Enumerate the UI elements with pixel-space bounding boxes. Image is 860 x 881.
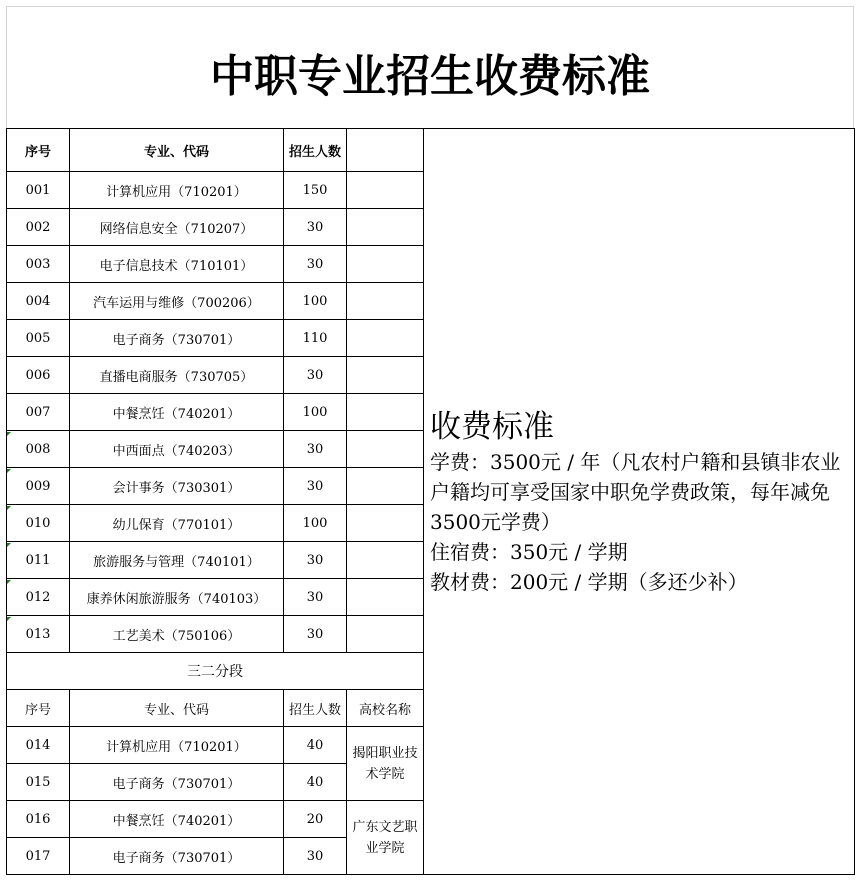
cell-comment-marker: [7, 469, 11, 473]
row-blank: [347, 616, 424, 653]
row-count: 40: [284, 764, 347, 801]
cell-comment-marker: [7, 543, 11, 547]
row-seq: 012: [7, 579, 70, 616]
row-seq: 005: [7, 320, 70, 357]
row-blank: [347, 505, 424, 542]
row-seq: 016: [7, 801, 70, 838]
row-major: 汽车运用与维修（700206）: [70, 283, 284, 320]
row-major: 康养休闲旅游服务（740103）: [70, 579, 284, 616]
row-blank: [347, 579, 424, 616]
header-seq: 序号: [7, 129, 70, 172]
college-name: 揭阳职业技术学院: [347, 727, 424, 801]
row-count: 30: [284, 616, 347, 653]
row-seq: 017: [7, 838, 70, 875]
page-title: 中职专业招生收费标准: [210, 51, 650, 102]
row-count: 40: [284, 727, 347, 764]
row-blank: [347, 283, 424, 320]
row-major: 工艺美术（750106）: [70, 616, 284, 653]
row-major: 旅游服务与管理（740101）: [70, 542, 284, 579]
row-seq: 007: [7, 394, 70, 431]
cell-comment-marker: [7, 506, 11, 510]
row-major: 中餐烹饪（740201）: [70, 394, 284, 431]
row-seq: 010: [7, 505, 70, 542]
row-count: 30: [284, 431, 347, 468]
row-seq: 009: [7, 468, 70, 505]
row-count: 100: [284, 394, 347, 431]
fees-heading: 收费标准: [430, 408, 554, 445]
header-major: 专业、代码: [70, 129, 284, 172]
row-major: 计算机应用（710201）: [70, 727, 284, 764]
row-seq: 008: [7, 431, 70, 468]
header-blank: [347, 129, 424, 172]
cell-comment-marker: [7, 580, 11, 584]
row-count: 30: [284, 468, 347, 505]
row-blank: [347, 394, 424, 431]
row-seq: 013: [7, 616, 70, 653]
row-blank: [347, 468, 424, 505]
fees-textbook: 教材费：200元 / 学期（多还少补）: [430, 569, 748, 594]
cell-comment-marker: [7, 617, 11, 621]
row-blank: [347, 209, 424, 246]
table-header-row: [7, 129, 855, 172]
fees-tuition: 学费：3500元 / 年（凡农村户籍和县镇非农业户籍均可享受国家中职免学费政策，每年减免3500元学费）: [430, 449, 841, 534]
row-count: 30: [284, 357, 347, 394]
row-count: 30: [284, 209, 347, 246]
row-major: 会计事务（730301）: [70, 468, 284, 505]
row-seq: 006: [7, 357, 70, 394]
title-band: [6, 6, 854, 128]
row-major: 计算机应用（710201）: [70, 172, 284, 209]
row-blank: [347, 357, 424, 394]
row-count: 20: [284, 801, 347, 838]
cell-comment-marker: [7, 432, 11, 436]
row-count: 30: [284, 542, 347, 579]
row-seq: 015: [7, 764, 70, 801]
row-major: 电子信息技术（710101）: [70, 246, 284, 283]
row-count: 110: [284, 320, 347, 357]
row-count: 30: [284, 246, 347, 283]
row-blank: [347, 542, 424, 579]
row-major: 电子商务（730701）: [70, 838, 284, 875]
row-count: 30: [284, 838, 347, 875]
row-seq: 004: [7, 283, 70, 320]
header2-college: 高校名称: [347, 690, 424, 727]
row-count: 150: [284, 172, 347, 209]
row-seq: 002: [7, 209, 70, 246]
header2-count: 招生人数: [284, 690, 347, 727]
row-seq: 003: [7, 246, 70, 283]
row-major: 电子商务（730701）: [70, 764, 284, 801]
row-count: 100: [284, 505, 347, 542]
row-seq: 001: [7, 172, 70, 209]
row-blank: [347, 172, 424, 209]
section-title: 三二分段: [7, 653, 424, 690]
row-major: 直播电商服务（730705）: [70, 357, 284, 394]
row-blank: [347, 431, 424, 468]
row-major: 幼儿保育（770101）: [70, 505, 284, 542]
row-major: 中餐烹饪（740201）: [70, 801, 284, 838]
fees-lodging: 住宿费：350元 / 学期: [430, 539, 628, 564]
row-seq: 011: [7, 542, 70, 579]
college-name: 广东文艺职业学院: [347, 801, 424, 875]
fees-panel: [424, 129, 855, 875]
header-count: 招生人数: [284, 129, 347, 172]
row-blank: [347, 246, 424, 283]
row-count: 30: [284, 579, 347, 616]
row-count: 100: [284, 283, 347, 320]
enrollment-table: [6, 128, 855, 875]
row-major: 中西面点（740203）: [70, 431, 284, 468]
header2-major: 专业、代码: [70, 690, 284, 727]
header2-seq: 序号: [7, 690, 70, 727]
row-major: 网络信息安全（710207）: [70, 209, 284, 246]
row-major: 电子商务（730701）: [70, 320, 284, 357]
row-blank: [347, 320, 424, 357]
row-seq: 014: [7, 727, 70, 764]
